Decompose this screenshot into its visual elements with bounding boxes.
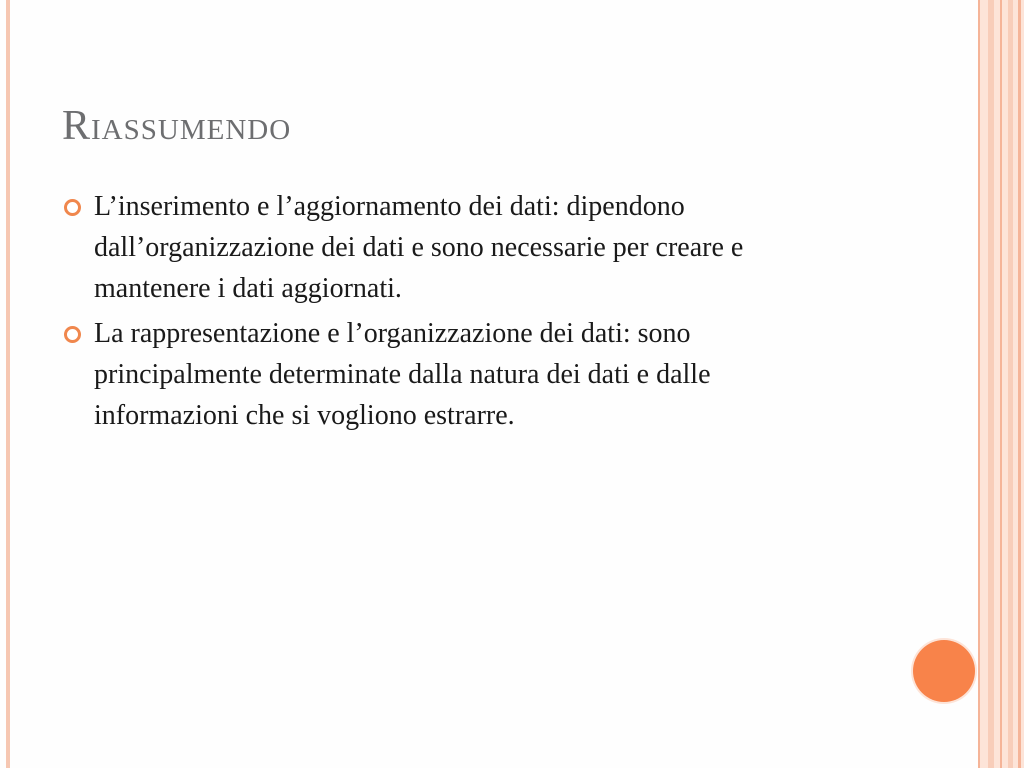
stripe [988,0,994,768]
slide-title: Riassumendo [62,103,292,149]
bullet-text: La rappresentazione e l’organizzazione dei dati: sono principalmente determinate dalla natura dei dati e dalle informazioni che si vogliono estrarre. [94,318,711,431]
stripe [1018,0,1021,768]
orange-circle-decoration [913,640,975,702]
bullet-list [62,186,852,440]
bullet-item [62,186,852,309]
ring-bullet-icon [64,199,81,216]
ring-bullet-icon [64,326,81,343]
bullet-text: L’inserimento e l’aggiornamento dei dati: dipendono dall’organizzazione dei dati e sono necessarie per creare e mantenere i dati aggiornati. [94,191,744,304]
bullet-item [62,313,852,436]
stripe [1000,0,1002,768]
right-stripes-decoration [978,0,1024,768]
stripe [1008,0,1013,768]
left-border-decoration [6,0,10,768]
stripe [978,0,980,768]
